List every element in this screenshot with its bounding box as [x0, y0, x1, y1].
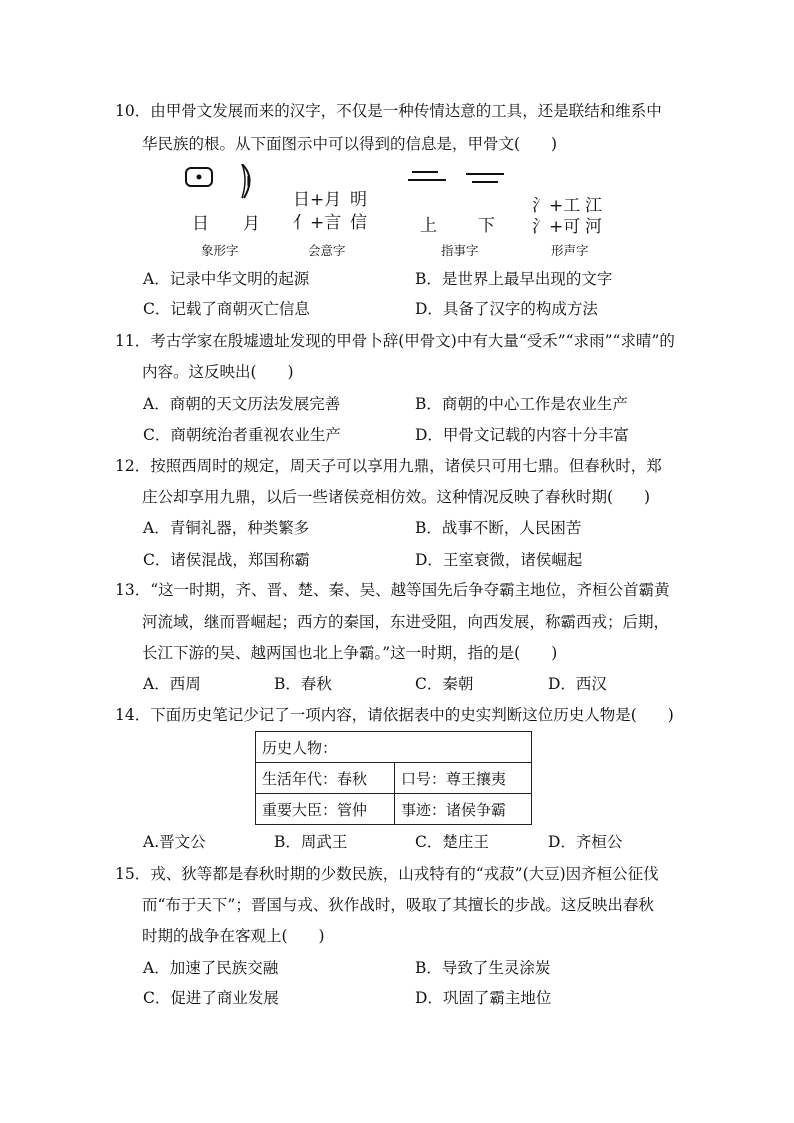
zhishi-shang: 上 — [420, 216, 437, 236]
q11-option-c: C．商朝统治者重视农业生产 — [143, 426, 341, 444]
q12-stem-line2: 庄公却享用九鼎，以后一些诸侯竞相仿效。这种情况反映了春秋时期( ) — [142, 488, 651, 506]
table-row — [256, 732, 532, 763]
xingsheng-shui-gong: 氵+工 — [532, 196, 581, 216]
huiyi-ming: 明 — [350, 190, 367, 210]
q15-stem-line2: 而“布于天下”；晋国与戎、狄作战时，吸取了其擅长的步战。这反映出春秋 — [142, 896, 654, 914]
table-cell-minister: 重要大臣：管仲 — [256, 794, 395, 825]
label-xiangxing: 象形字 — [201, 243, 239, 258]
q10-option-d: D．具备了汉字的构成方法 — [415, 300, 598, 318]
q10-option-b: B．是世界上最早出现的文字 — [415, 270, 613, 288]
q14-option-a: A.晋文公 — [143, 833, 206, 851]
table-cell-deeds: 事迹：诸侯争霸 — [395, 794, 532, 825]
history-notes-table — [255, 731, 532, 825]
q11-option-b: B．商朝的中心工作是农业生产 — [415, 395, 628, 413]
label-xingsheng: 形声字 — [551, 243, 589, 258]
xiangxing-yue: 月 — [243, 214, 260, 234]
q15-option-a: A．加速了民族交融 — [143, 959, 279, 977]
label-zhishi: 指事字 — [441, 243, 479, 258]
q13-option-d: D．西汉 — [548, 675, 607, 693]
q13-option-c: C．秦朝 — [415, 675, 474, 693]
q15-stem-line3: 时期的战争在客观上( ) — [142, 927, 325, 945]
q12-option-b: B．战事不断，人民困苦 — [415, 519, 582, 537]
q12-option-a: A．青铜礼器，种类繁多 — [143, 519, 310, 537]
q11-stem-line2: 内容。这反映出( ) — [142, 363, 294, 381]
q10-option-a: A．记录中华文明的起源 — [143, 270, 310, 288]
q13-stem-line2: 河流域，继而晋崛起；西方的秦国，东进受阻，向西发展，称霸西戎；后期， — [142, 613, 670, 631]
huiyi-ren-yan: 亻+言 — [293, 213, 342, 233]
xingsheng-jiang: 江 — [585, 196, 602, 216]
huiyi-ri-yue: 日+月 — [293, 190, 342, 210]
table-cell-era: 生活年代：春秋 — [256, 763, 395, 794]
q14-option-b: B．周武王 — [274, 833, 348, 851]
xingsheng-he: 河 — [585, 217, 602, 237]
table-cell-slogan: 口号：尊王攘夷 — [395, 763, 532, 794]
table-header-cell: 历史人物： — [256, 732, 532, 763]
zhishi-xia: 下 — [478, 216, 495, 236]
xingsheng-shui-ke: 氵+可 — [532, 217, 581, 237]
q11-option-a: A．商朝的天文历法发展完善 — [143, 395, 341, 413]
table-row — [256, 763, 532, 794]
q12-option-d: D．王室衰微，诸侯崛起 — [415, 551, 583, 569]
q13-option-a: A．西周 — [143, 675, 201, 693]
oracle-up-down-icon — [408, 164, 508, 190]
q11-stem-line1: 11．考古学家在殷墟遗址发现的甲骨卜辞(甲骨文)中有大量“受禾”“求雨”“求晴”的 — [115, 332, 675, 350]
q13-stem-line3: 长江下游的吴、越两国也北上争霸。”这一时期，指的是( ) — [142, 644, 558, 662]
q12-option-c: C．诸侯混战，郑国称霸 — [143, 551, 310, 569]
q14-option-d: D．齐桓公 — [548, 833, 623, 851]
huiyi-xin: 信 — [350, 213, 367, 233]
q10-option-c: C．记载了商朝灭亡信息 — [143, 300, 310, 318]
q12-stem-line1: 12．按照西周时的规定，周天子可以享用九鼎，诸侯只可用七鼎。但春秋时，郑 — [115, 457, 662, 475]
q10-stem-line2: 华民族的根。从下面图示中可以得到的信息是，甲骨文( ) — [142, 135, 558, 153]
q15-stem-line1: 15．戎、狄等都是春秋时期的少数民族，山戎特有的“戎菽”(大豆)因齐桓公征伐 — [115, 865, 659, 883]
q15-option-c: C．促进了商业发展 — [143, 989, 279, 1007]
q10-stem-line1: 10．由甲骨文发展而来的汉字，不仅是一种传情达意的工具，还是联结和维系中 — [115, 102, 662, 120]
oracle-sun-moon-icon — [182, 164, 282, 202]
q13-stem-line1: 13．“这一时期，齐、晋、楚、秦、吴、越等国先后争夺霸主地位，齐桓公首霸黄 — [115, 581, 670, 599]
xiangxing-ri: 日 — [192, 214, 209, 234]
table-row — [256, 794, 532, 825]
q14-option-c: C．楚庄王 — [415, 833, 489, 851]
q11-option-d: D．甲骨文记载的内容十分丰富 — [415, 426, 629, 444]
q13-option-b: B．春秋 — [274, 675, 332, 693]
q15-option-d: D．巩固了霸主地位 — [415, 989, 552, 1007]
label-huiyi: 会意字 — [308, 243, 346, 258]
q14-stem-line1: 14．下面历史笔记少记了一项内容，请依据表中的史实判断这位历史人物是( ) — [115, 706, 674, 724]
q15-option-b: B．导致了生灵涂炭 — [415, 959, 551, 977]
